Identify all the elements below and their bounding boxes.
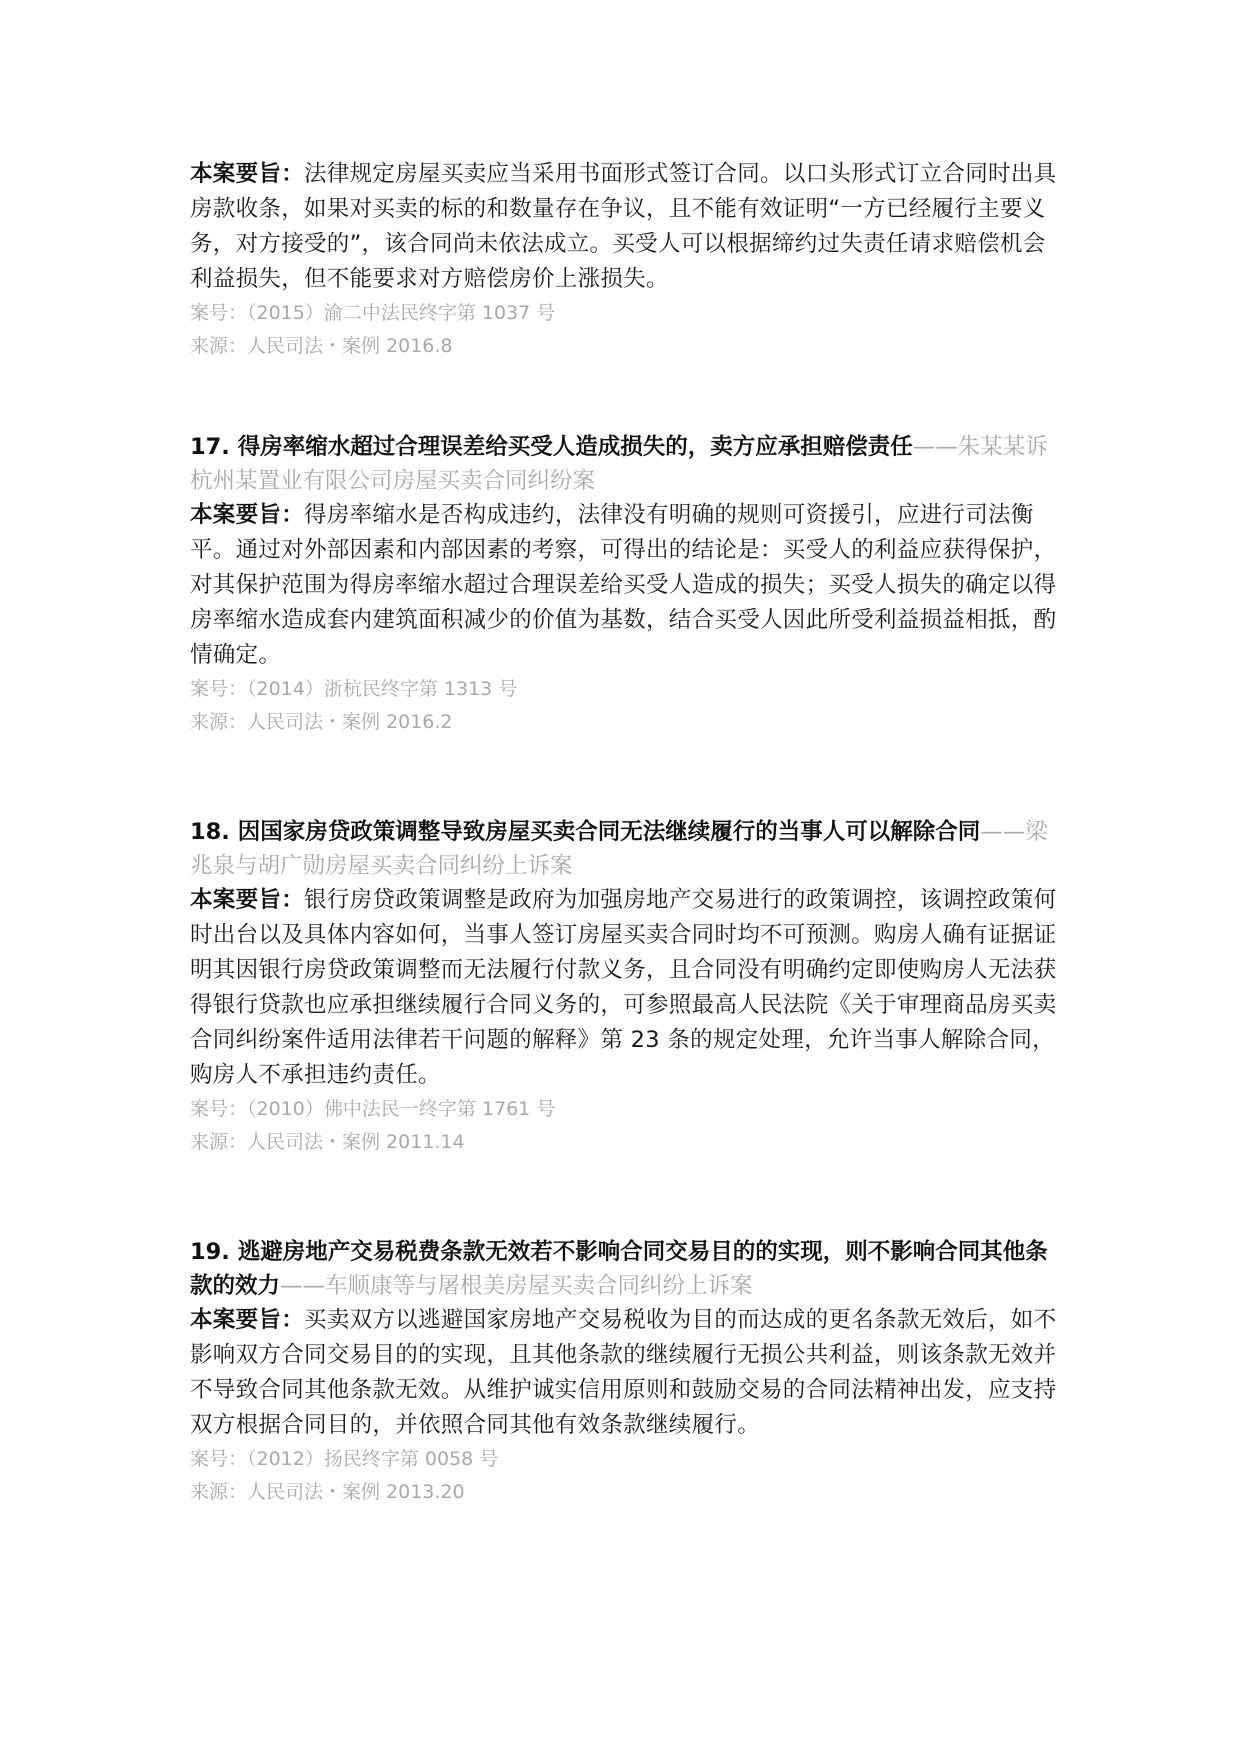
case-title-text: 18. 因国家房贷政策调整导致房屋买卖合同无法继续履行的当事人可以解除合同 (190, 819, 981, 845)
case-number: 案号：（2015）渝二中法民终字第 1037 号 (190, 302, 556, 324)
summary-text: 得房率缩水是否构成违约，法律没有明确的规则可资援引，应进行司法衡平。通过对外部因素和内部因素的考察，可得出的结论是：买受人的利益应获得保护，对其保护范围为得房率缩水超过合理误差给买受人造成的损失；买受人损失的确定以得房率缩水造成套内建筑面积减少的价值为基数，结合买受人因此所受利益损益相抵，酌情确定。 (190, 502, 1057, 668)
case-source: 来源：人民司法・案例 2016.8 (190, 335, 453, 357)
case-summary (190, 1303, 1060, 1443)
case-title-subtitle: ——梁兆泉与胡广勋房屋买卖合同纠纷上诉案 (190, 819, 1048, 879)
case-source: 来源：人民司法・案例 2016.2 (190, 711, 453, 733)
case-summary (190, 157, 1060, 297)
summary-text: 法律规定房屋买卖应当采用书面形式签订合同。以口头形式订立合同时出具房款收条，如果对买卖的标的和数量存在争议，且不能有效证明“一方已经履行主要义务，对方接受的”，该合同尚未依法成立。买受人可以根据缔约过失责任请求赔偿机会利益损失，但不能要求对方赔偿房价上涨损失。 (190, 161, 1057, 292)
case-title-text: 17. 得房率缩水超过合理误差给买受人造成损失的，卖方应承担赔偿责任 (190, 434, 913, 460)
case-title (190, 815, 1060, 883)
case-summary (190, 883, 1060, 1093)
summary-lead: 本案要旨： (190, 502, 305, 528)
case-block-18 (190, 815, 1060, 1159)
case-number: 案号：（2010）佛中法民一终字第 1761 号 (190, 1098, 556, 1120)
summary-lead: 本案要旨： (190, 1307, 305, 1333)
case-block-19 (190, 1235, 1060, 1509)
case-title-subtitle: ——朱某某诉杭州某置业有限公司房屋买卖合同纠纷案 (190, 434, 1048, 494)
case-number: 案号：（2012）扬民终字第 0058 号 (190, 1448, 499, 1470)
case-source: 来源：人民司法・案例 2013.20 (190, 1481, 465, 1503)
case-title (190, 1235, 1060, 1303)
case-block-16 (190, 157, 1060, 363)
case-title-text: 19. 逃避房地产交易税费条款无效若不影响合同交易目的的实现，则不影响合同其他条款的效力 (190, 1239, 1048, 1299)
case-title-subtitle: ——车顺康等与屠根美房屋买卖合同纠纷上诉案 (280, 1273, 753, 1299)
case-summary (190, 498, 1060, 673)
case-block-17 (190, 430, 1060, 739)
summary-lead: 本案要旨： (190, 161, 305, 187)
case-source: 来源：人民司法・案例 2011.14 (190, 1131, 465, 1153)
summary-lead: 本案要旨： (190, 887, 305, 913)
summary-text: 银行房贷政策调整是政府为加强房地产交易进行的政策调控，该调控政策何时出台以及具体内容如何，当事人签订房屋买卖合同时均不可预测。购房人确有证据证明其因银行房贷政策调整而无法履行付款义务，且合同没有明确约定即使购房人无法获得银行贷款也应承担继续履行合同义务的，可参照最高人民法院《关于审理商品房买卖合同纠纷案件适用法律若干问题的解释》第 23 条的规定处理，允许当事人解除合同，购房人不承担违约责任。 (190, 887, 1057, 1088)
summary-text: 买卖双方以逃避国家房地产交易税收为目的而达成的更名条款无效后，如不影响双方合同交易目的的实现，且其他条款的继续履行无损公共利益，则该条款无效并不导致合同其他条款无效。从维护诚实信用原则和鼓励交易的合同法精神出发，应支持双方根据合同目的，并依照合同其他有效条款继续履行。 (190, 1307, 1057, 1438)
case-title (190, 430, 1060, 498)
case-number: 案号：（2014）浙杭民终字第 1313 号 (190, 678, 518, 700)
